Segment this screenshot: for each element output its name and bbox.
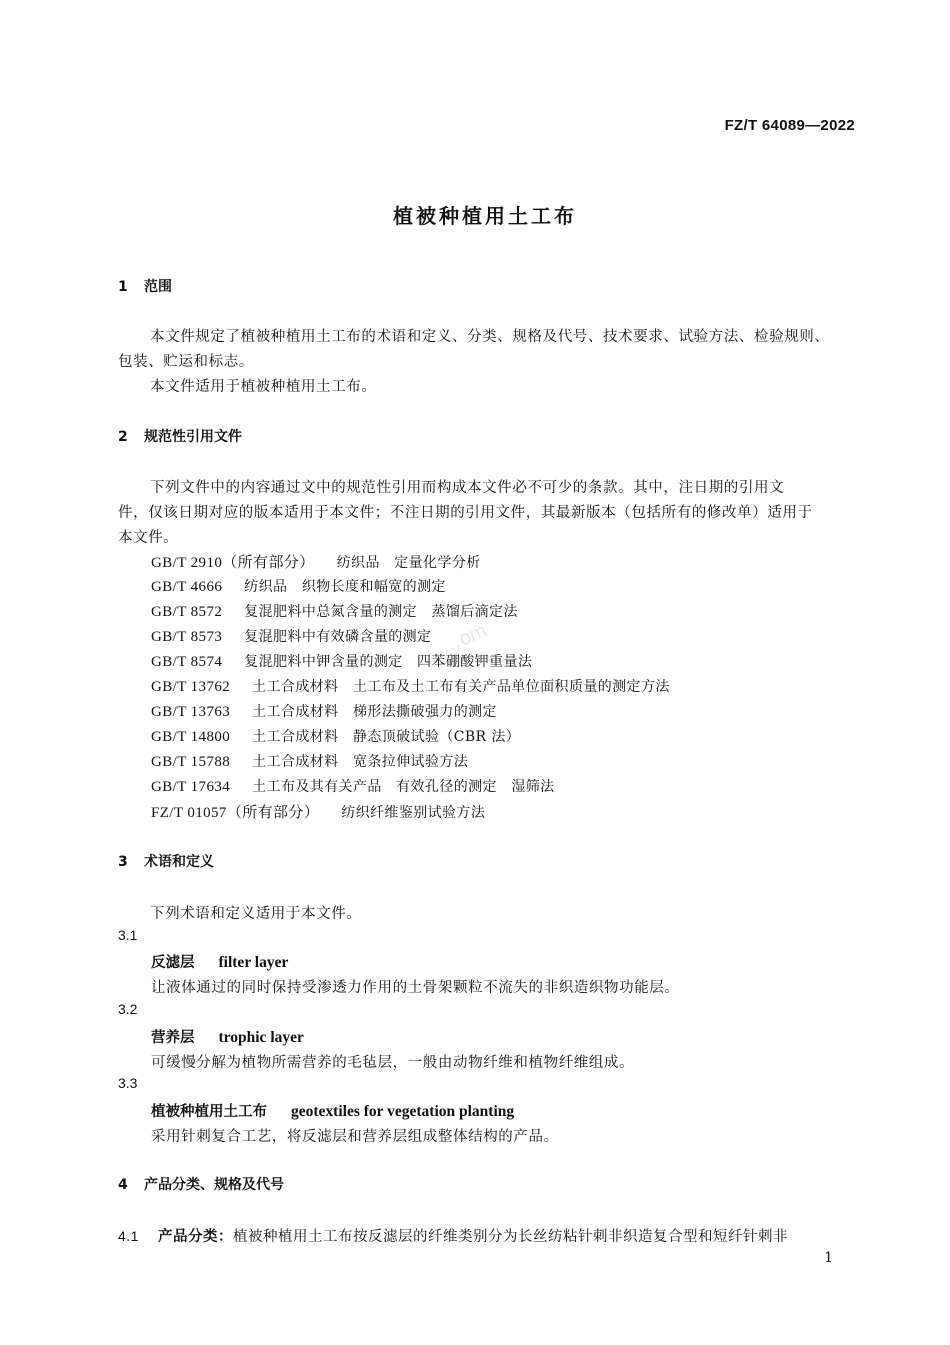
paragraph: 下列术语和定义适用于本文件。 xyxy=(150,906,362,922)
paragraph-line: 本文件规定了植被种植用土工布的术语和定义、分类、规格及代号、技术要求、试验方法、检验规则、 xyxy=(150,329,830,345)
reference-title: 土工合成材料 梯形法撕破强力的测定 xyxy=(252,704,497,720)
reference-code: GB/T 15788 xyxy=(151,754,231,770)
term-heading xyxy=(151,951,288,972)
paragraph-line: 本文件。 xyxy=(118,530,179,546)
reference-code: GB/T 8572 xyxy=(151,604,223,620)
term-heading xyxy=(151,1026,304,1047)
term-definition: 可缓慢分解为植物所需营养的毛毡层，一般由动物纤维和植物纤维组成。 xyxy=(151,1055,635,1071)
reference-item xyxy=(151,701,497,721)
term-en: trophic layer xyxy=(218,1029,304,1046)
paragraph-line: 包装、贮运和标志。 xyxy=(118,354,254,370)
reference-item xyxy=(151,726,520,746)
reference-item xyxy=(151,651,532,671)
reference-title: 土工合成材料 静态顶破试验（CBR 法） xyxy=(252,729,521,745)
section-1-heading xyxy=(118,276,172,296)
reference-title: 土工布及其有关产品 有效孔径的测定 湿筛法 xyxy=(252,779,555,795)
reference-item xyxy=(151,776,555,796)
subclause-label: 产品分类： xyxy=(158,1229,233,1245)
reference-code: GB/T 2910（所有部分） xyxy=(151,555,315,571)
reference-title: 土工合成材料 土工布及土工布有关产品单位面积质量的测定方法 xyxy=(252,679,670,695)
reference-title: 纺织品 织物长度和幅宽的测定 xyxy=(244,579,446,595)
paragraph-line: 件，仅该日期对应的版本适用于本文件；不注日期的引用文件，其最新版本（包括所有的修改单）适用于 xyxy=(118,505,813,521)
reference-item xyxy=(151,576,446,596)
section-title: 术语和定义 xyxy=(144,854,214,870)
section-number: 1 xyxy=(118,279,128,295)
section-number: 2 xyxy=(118,429,128,445)
paragraph: 本文件适用于植被种植用土工布。 xyxy=(150,379,377,395)
reference-code: GB/T 13762 xyxy=(151,679,231,695)
section-number: 3 xyxy=(118,854,128,870)
reference-code: GB/T 13763 xyxy=(151,704,231,720)
clause-number: 3.3 xyxy=(118,1075,138,1091)
term-zh: 营养层 xyxy=(151,1030,195,1046)
reference-code: GB/T 8573 xyxy=(151,629,223,645)
reference-item xyxy=(151,601,518,621)
section-4-heading xyxy=(118,1174,284,1194)
subclause-number: 4.1 xyxy=(118,1228,139,1244)
reference-title: 复混肥料中钾含量的测定 四苯硼酸钾重量法 xyxy=(244,654,533,670)
term-en: filter layer xyxy=(218,954,289,971)
paragraph-line: 下列文件中的内容通过文中的规范性引用而构成本文件必不可少的条款。其中，注日期的引用文 xyxy=(150,480,785,496)
section-2-heading xyxy=(118,426,242,446)
clause-number: 3.2 xyxy=(118,1001,138,1017)
reference-item xyxy=(151,676,670,696)
reference-title: 土工合成材料 宽条拉伸试验方法 xyxy=(252,754,469,770)
term-zh: 植被种植用土工布 xyxy=(151,1104,267,1120)
reference-code: GB/T 8574 xyxy=(151,654,223,670)
section-title: 规范性引用文件 xyxy=(144,429,242,445)
reference-item xyxy=(151,626,431,646)
subclause-text: 植被种植用土工布按反滤层的纤维类别分为长丝纺粘针刺非织造复合型和短纤针刺非 xyxy=(233,1229,788,1245)
reference-title: 复混肥料中有效磷含量的测定 xyxy=(244,629,432,645)
reference-item xyxy=(151,551,481,572)
reference-code: GB/T 4666 xyxy=(151,579,223,595)
section-3-heading xyxy=(118,851,214,871)
term-definition: 采用针刺复合工艺，将反滤层和营养层组成整体结构的产品。 xyxy=(151,1129,559,1145)
reference-code: GB/T 17634 xyxy=(151,779,231,795)
reference-item xyxy=(151,801,485,822)
document-title: 植被种植用土工布 xyxy=(393,204,577,228)
section-title: 产品分类、规格及代号 xyxy=(144,1177,284,1193)
reference-title: 纺织纤维鉴别试验方法 xyxy=(341,805,486,821)
reference-code: FZ/T 01057（所有部分） xyxy=(151,805,320,821)
term-heading xyxy=(151,1100,514,1121)
clause-number: 3.1 xyxy=(118,927,138,943)
term-en: geotextiles for vegetation planting xyxy=(291,1103,515,1120)
section-number: 4 xyxy=(118,1177,128,1193)
standard-code: FZ/T 64089—2022 xyxy=(724,117,855,134)
reference-title: 纺织品 定量化学分析 xyxy=(336,555,481,571)
term-definition: 让液体通过的同时保持受渗透力作用的土骨架颗粒不流失的非织造织物功能层。 xyxy=(151,980,680,996)
subclause-4-1 xyxy=(118,1225,788,1246)
watermark: …om xyxy=(437,619,490,659)
page-number: 1 xyxy=(824,1250,833,1266)
term-zh: 反滤层 xyxy=(151,955,195,971)
section-title: 范围 xyxy=(144,279,172,295)
reference-title: 复混肥料中总氮含量的测定 蒸馏后滴定法 xyxy=(244,604,518,620)
reference-code: GB/T 14800 xyxy=(151,729,231,745)
reference-item xyxy=(151,751,468,771)
